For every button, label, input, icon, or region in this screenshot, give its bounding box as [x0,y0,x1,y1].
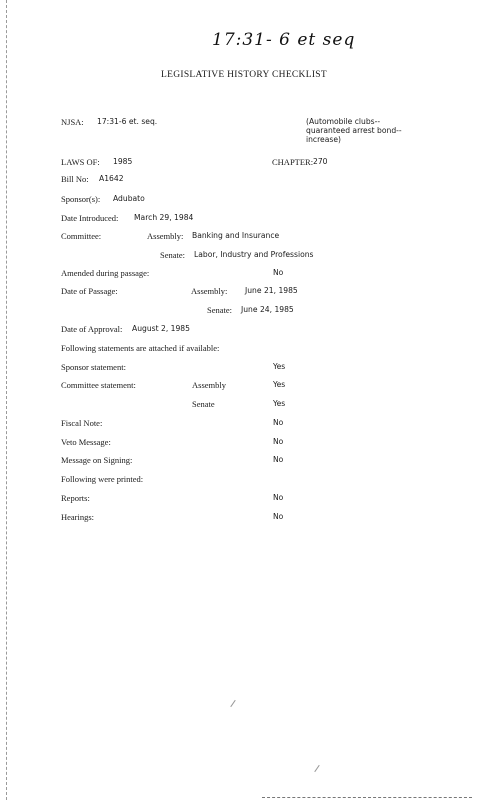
approval-value: August 2, 1985 [132,324,190,333]
date-introduced-value: March 29, 1984 [134,213,194,222]
committee-statement-assembly-label: Assembly [192,380,226,390]
fiscal-note-value: No [273,418,284,427]
scan-mark [314,765,319,772]
committee-statement-senate-label: Senate [192,399,215,409]
sponsor-label: Sponsor(s): [61,194,101,204]
committee-senate-value: Labor, Industry and Professions [194,250,314,259]
committee-statement-senate-value: Yes [273,399,286,408]
njsa-label: NJSA: [61,117,84,127]
njsa-value: 17:31-6 et. seq. [97,117,158,126]
chapter-label: CHAPTER: [272,157,314,167]
passage-assembly-value: June 21, 1985 [245,286,298,295]
scan-mark [230,700,235,707]
message-signing-value: No [273,455,284,464]
veto-message-label: Veto Message: [61,437,111,447]
committee-label: Committee: [61,231,102,241]
committee-statement-assembly-value: Yes [273,380,286,389]
hearings-label: Hearings: [61,512,95,522]
date-introduced-label: Date Introduced: [61,213,119,223]
committee-assembly-label: Assembly: [147,231,184,241]
njsa-note: (Automobile clubs--quaranteed arrest bond--increase) [306,117,402,144]
hearings-value: No [273,512,284,521]
reports-label: Reports: [61,493,90,503]
chapter-value: 270 [313,157,328,166]
veto-message-value: No [273,437,284,446]
bottom-dashed-line [262,797,472,798]
printed-heading: Following were printed: [61,474,144,484]
committee-statement-label: Committee statement: [61,380,136,390]
amended-label: Amended during passage: [61,268,150,278]
fiscal-note-label: Fiscal Note: [61,418,103,428]
amended-value: No [273,268,284,277]
passage-senate-value: June 24, 1985 [241,305,294,314]
handwritten-citation: 17:31- 6 et seq [212,30,356,50]
laws-of-value: 1985 [113,157,133,166]
committee-assembly-value: Banking and Insurance [192,231,280,240]
bill-no-value: A1642 [99,174,124,183]
passage-senate-label: Senate: [207,305,233,315]
approval-label: Date of Approval: [61,324,123,334]
passage-assembly-label: Assembly: [191,286,228,296]
page-left-edge [6,0,7,800]
bill-no-label: Bill No: [61,174,89,184]
page-title: LEGISLATIVE HISTORY CHECKLIST [161,70,327,80]
committee-senate-label: Senate: [160,250,186,260]
passage-label: Date of Passage: [61,286,118,296]
sponsor-statement-value: Yes [273,362,286,371]
sponsor-value: Adubato [113,194,145,203]
attached-heading: Following statements are attached if available: [61,343,220,353]
sponsor-statement-label: Sponsor statement: [61,362,126,372]
message-signing-label: Message on Signing: [61,455,133,465]
reports-value: No [273,493,284,502]
laws-of-label: LAWS OF: [61,157,100,167]
